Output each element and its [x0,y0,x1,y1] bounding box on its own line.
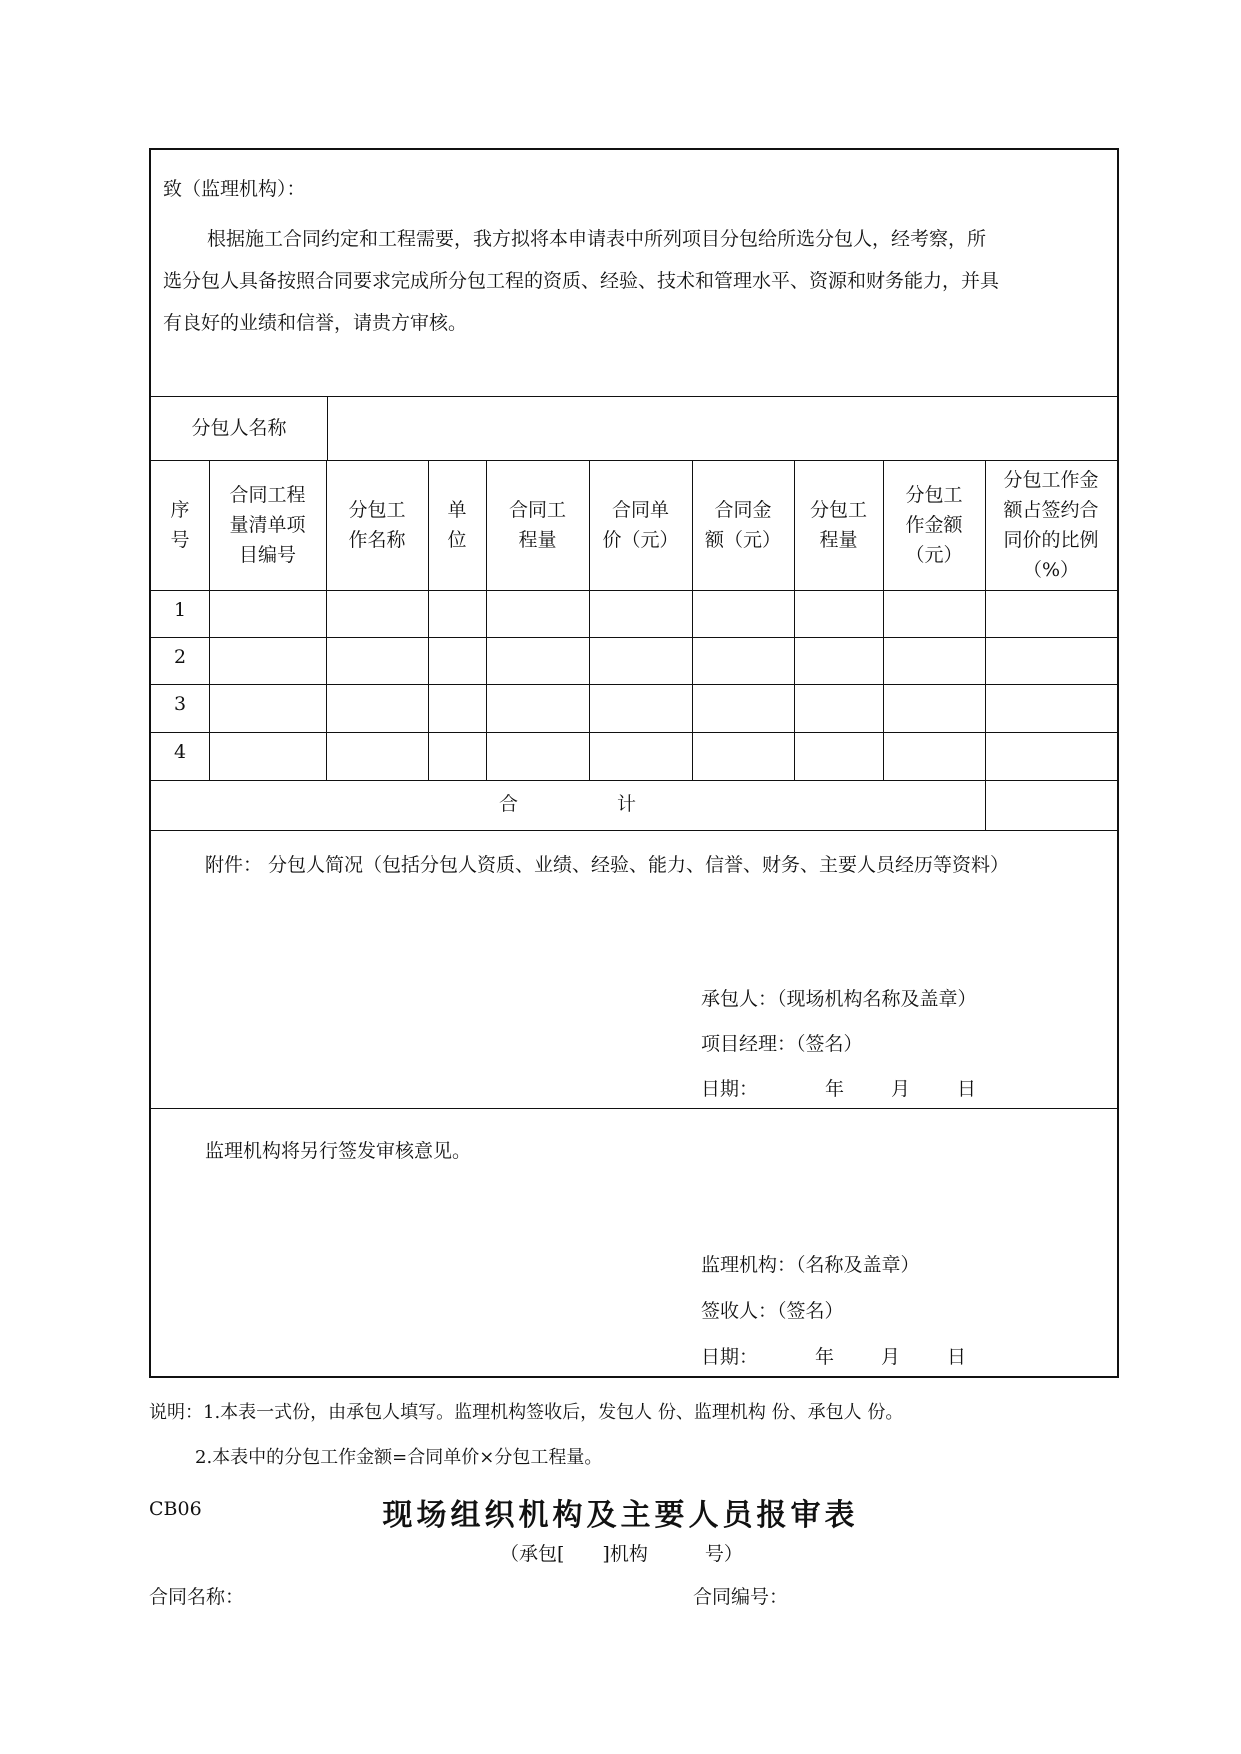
intro-line-2: 选分包人具备按照合同要求完成所分包工程的资质、经验、技术和管理水平、资源和财务能力，并具 [163,270,1000,292]
header-contract-quantity: 合同工 程量 [508,499,566,551]
header-unit-price: 合同单 价（元） [602,499,679,551]
total-ratio-field[interactable] [985,780,1117,830]
contract-number-label: 合同编号： [693,1586,789,1608]
contractor-signature: 承包人：（现场机构名称及盖章） [701,988,977,1010]
header-item-code: 合同工程 量清单项 目编号 [229,484,306,566]
attachment-date-day: 日 [957,1078,977,1100]
subcontractor-name-field[interactable] [327,396,1117,460]
subcontractor-name-label: 分包人名称 [191,417,287,439]
attachment-date-month: 月 [891,1078,911,1100]
attachment-date-label: 日期： [701,1078,759,1100]
application-form [149,148,1119,1378]
signer-signature: 签收人：（签名） [701,1300,844,1322]
addressee: 致（监理机构）： [163,178,306,200]
header-sub-quantity: 分包工 程量 [809,499,867,551]
attachment-date-year: 年 [825,1078,845,1100]
supervision-date-day: 日 [947,1346,967,1368]
intro-line-1: 根据施工合同约定和工程需要，我方拟将本申请表中所列项目分包给所选分包人，经考察，所 [207,228,987,250]
header-sub-amount: 分包工 作金额 （元） [905,484,963,566]
table-row-number: 4 [173,741,187,763]
header-work-name: 分包工 作名称 [348,499,406,551]
table-row-number: 3 [173,693,187,715]
supervision-date-label: 日期： [701,1346,759,1368]
contract-name-label: 合同名称： [149,1586,245,1608]
supervision-date-month: 月 [881,1346,901,1368]
note-line-1: 说明：1.本表一式份，由承包人填写。监理机构签收后，发包人 份、监理机构 份、承包人 份。 [149,1402,904,1423]
total-label-1: 合 [499,793,519,815]
header-unit: 单 位 [447,499,467,551]
intro-line-3: 有良好的业绩和信誉，请贵方审核。 [163,312,468,334]
header-no: 序 号 [170,499,190,551]
table-row-number: 2 [173,646,187,668]
attachment-text: 附件： 分包人简况（包括分包人资质、业绩、经验、能力、信誉、财务、主要人员经历等资料） [205,854,1010,876]
form-subtitle: （承包[ ]机构 号） [500,1543,743,1565]
supervision-text: 监理机构将另行签发审核意见。 [205,1140,472,1162]
total-label-2: 计 [617,793,637,815]
form-code: CB06 [149,1498,202,1520]
header-contract-amount: 合同金 额（元） [704,499,781,551]
header-ratio: 分包工作金 额占签约合 同价的比例 （%） [1003,469,1099,581]
intro-paragraph [163,218,1107,344]
page-title: 现场组织机构及主要人员报审表 [382,1498,859,1533]
supervision-org-signature: 监理机构：（名称及盖章） [701,1254,920,1276]
note-line-2: 2.本表中的分包工作金额=合同单价×分包工程量。 [195,1447,603,1468]
supervision-date-year: 年 [815,1346,835,1368]
table-row-number: 1 [173,599,187,621]
project-manager-signature: 项目经理：（签名） [701,1033,863,1055]
